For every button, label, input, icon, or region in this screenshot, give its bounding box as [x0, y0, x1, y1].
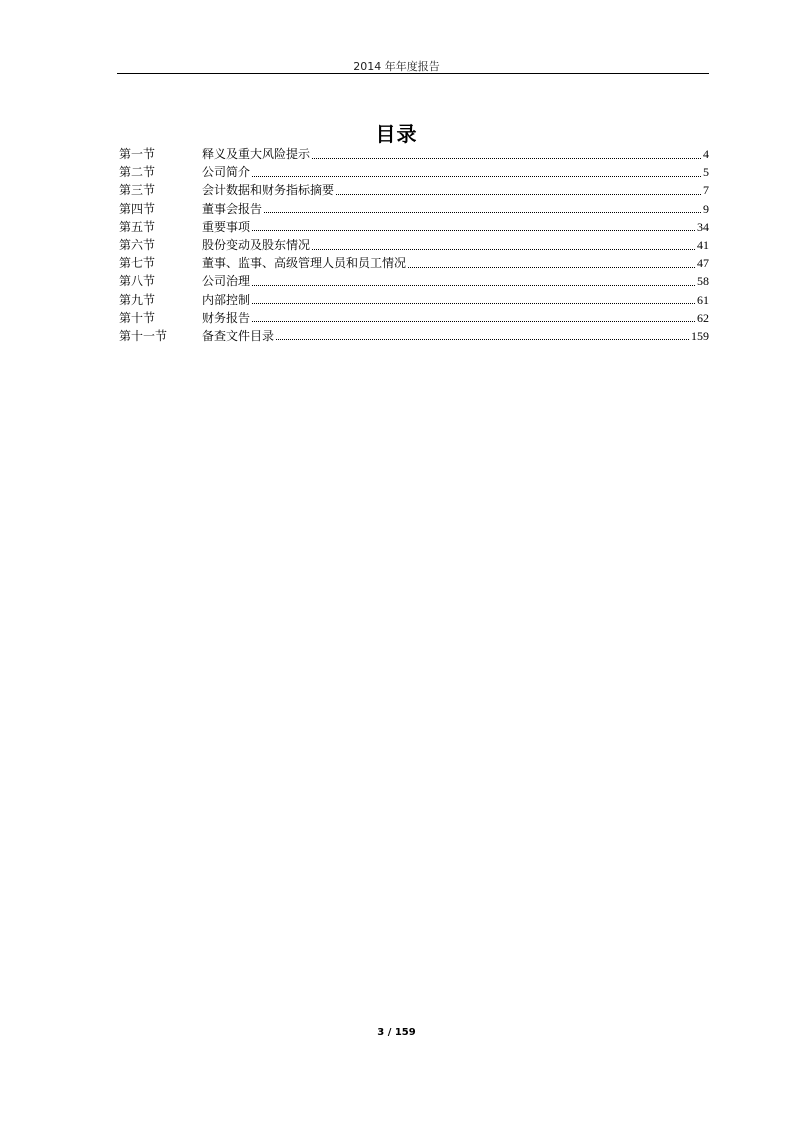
toc-section-title: 股份变动及股东情况 [202, 238, 311, 253]
toc-dot-leader [312, 249, 695, 250]
toc-entry[interactable] [119, 272, 709, 290]
toc-page-number: 34 [697, 219, 709, 234]
toc-entry[interactable] [119, 200, 709, 218]
toc-entry[interactable] [119, 236, 709, 254]
page-title: 目录 [375, 122, 418, 146]
toc-section-title: 重要事项 [202, 219, 251, 234]
toc-section-number: 第六节 [119, 238, 156, 253]
toc-section-title: 会计数据和财务指标摘要 [202, 183, 335, 198]
toc-section-number: 第五节 [119, 219, 156, 234]
toc-dot-leader [336, 194, 701, 195]
toc-section-title: 内部控制 [202, 292, 251, 307]
toc-dot-leader [252, 321, 695, 322]
toc-section-title: 公司治理 [202, 274, 251, 289]
toc-dot-leader [252, 230, 695, 231]
toc-section-number: 第八节 [119, 274, 156, 289]
toc-section-number: 第四节 [119, 201, 156, 216]
toc-section-number: 第九节 [119, 292, 156, 307]
toc-section-number: 第七节 [119, 256, 156, 271]
toc-entry[interactable] [119, 163, 709, 181]
toc-entry[interactable] [119, 291, 709, 309]
toc-entry[interactable] [119, 309, 709, 327]
table-of-contents [119, 145, 709, 345]
toc-section-number: 第一节 [119, 147, 156, 162]
toc-section-title: 董事会报告 [202, 201, 263, 216]
toc-section-number: 第十节 [119, 310, 156, 325]
toc-section-number: 第三节 [119, 183, 156, 198]
toc-page-number: 159 [691, 328, 709, 343]
toc-entry[interactable] [119, 181, 709, 199]
toc-entry[interactable] [119, 145, 709, 163]
toc-page-number: 7 [703, 183, 709, 198]
toc-dot-leader [252, 176, 701, 177]
toc-section-title: 财务报告 [202, 310, 251, 325]
toc-dot-leader [312, 158, 701, 159]
toc-dot-leader [252, 303, 695, 304]
toc-dot-leader [252, 285, 695, 286]
toc-section-title: 公司简介 [202, 165, 251, 180]
toc-page-number: 47 [697, 256, 709, 271]
toc-page-number: 9 [703, 201, 709, 216]
toc-page-number: 61 [697, 292, 709, 307]
toc-dot-leader [408, 267, 695, 268]
toc-entry[interactable] [119, 254, 709, 272]
header-divider [117, 73, 709, 74]
toc-section-number: 第二节 [119, 165, 156, 180]
toc-page-number: 58 [697, 274, 709, 289]
toc-section-title: 备查文件目录 [202, 328, 275, 343]
toc-entry[interactable] [119, 218, 709, 236]
toc-section-number: 第十一节 [119, 328, 168, 343]
toc-section-title: 释义及重大风险提示 [202, 147, 311, 162]
toc-page-number: 62 [697, 310, 709, 325]
toc-dot-leader [264, 212, 701, 213]
toc-page-number: 4 [703, 147, 709, 162]
toc-section-title: 董事、监事、高级管理人员和员工情况 [202, 256, 407, 271]
toc-entry[interactable] [119, 327, 709, 345]
toc-page-number: 41 [697, 238, 709, 253]
toc-page-number: 5 [703, 165, 709, 180]
toc-dot-leader [276, 339, 689, 340]
page-number-footer: 3 / 159 [377, 1027, 416, 1038]
running-header: 2014 年年度报告 [353, 60, 440, 73]
